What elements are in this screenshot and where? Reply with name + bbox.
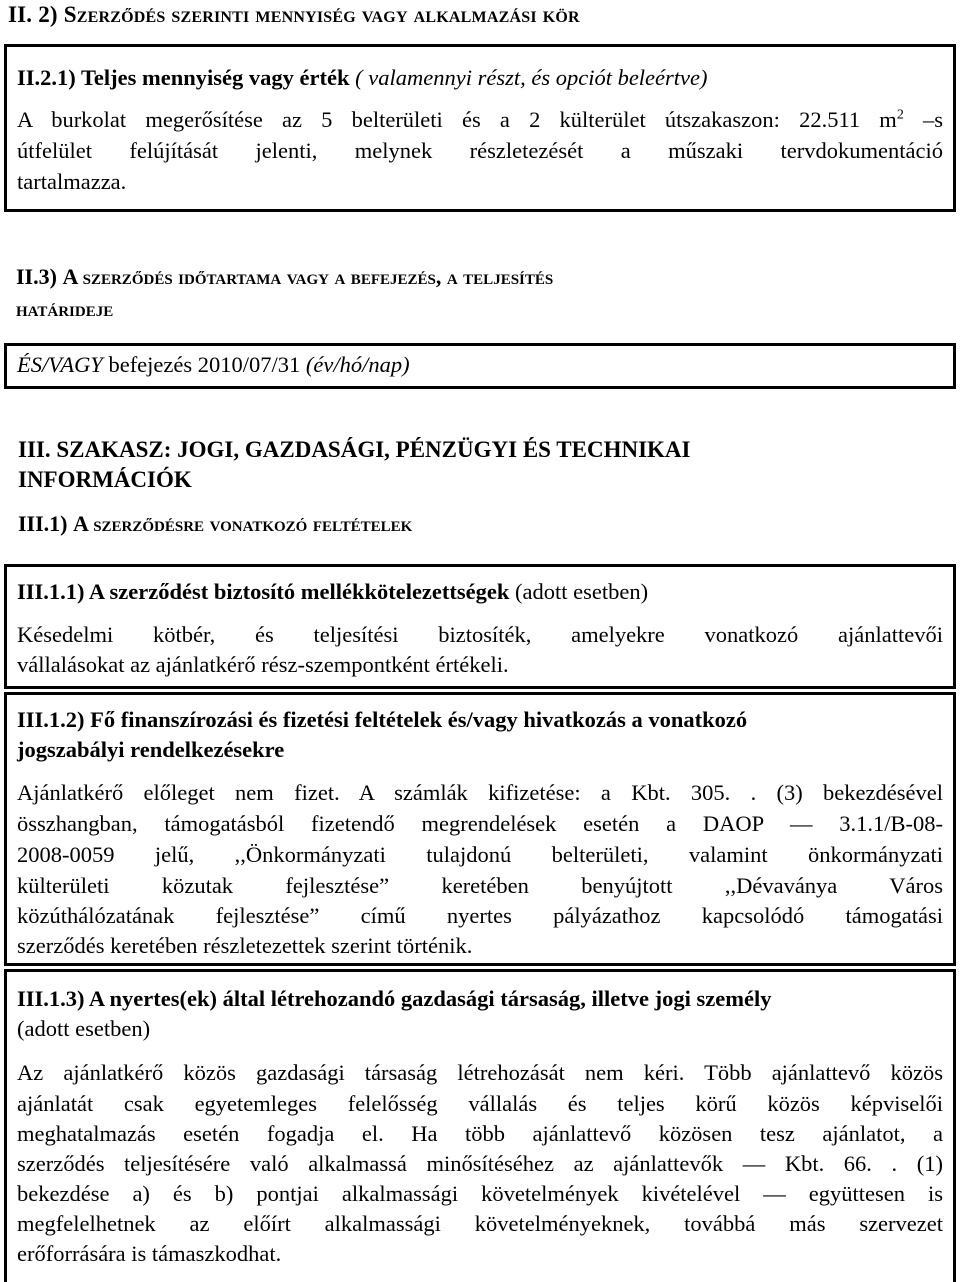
duration-title-1: A szerződés időtartama vagy a befejezés, a teljesítés [62,264,554,289]
financing-title-1: III.1.2) Fő finanszírozási és fizetési feltételek és/vagy hivatkozás a vonatkozó [17,707,748,732]
financing-line-2: összhangban, támogatásból fizetendő megrendelések esetén a DAOP — 3.1.1/B-08- [17,811,943,836]
guarantee-line-2: vállalásokat az ajánlatkérő rész-szempontként értékeli. [17,652,509,677]
quantity-line-1: A burkolat megerősítése az 5 belterületi és a 2 külterület útszakaszon: 22.511 $m^2$ –s [17,107,944,132]
consortium-box [4,969,956,1282]
financing-line-4: külterületi közutak fejlesztése” keretében benyújtott ,,Dévaványa Város [17,873,943,898]
consortium-line-4: szerződés teljesítésére való alkalmassá minősítéséhez az ajánlattevők — Kbt. 66. . (1) [17,1151,943,1176]
consortium-title-1: III.1.3) A nyertes(ek) által létrehozandó gazdasági társaság, illetve jogi személy [17,986,772,1011]
heading-text: Szerződés szerinti mennyiség vagy alkalmazási kör [63,2,580,27]
guarantee-line-1: Késedelmi kötbér, és teljesítési biztosíték, amelyekre vonatkozó ajánlattevői [17,622,943,647]
quantity-box [4,44,956,212]
quantity-title-italic: ( valamennyi részt, és opciót beleértve) [355,65,708,90]
consortium-line-2: ajánlatát csak egyetemleges felelősség vállalás és teljes körű közös képviselői [17,1091,943,1116]
consortium-line-6: megfelelhetnek az előírt alkalmassági követelményeknek, továbbá más szervezet [17,1211,943,1236]
financing-line-5: közúthálózatának fejlesztése” című nyertes pályázathoz kapcsolódó támogatási [17,903,943,928]
financing-title-2: jogszabályi rendelkezésekre [17,737,285,762]
financing-box [4,692,956,966]
quantity-line-3: tartalmazza. [17,169,127,194]
duration-format: (év/hó/nap) [305,352,410,377]
consortium-line-1: Az ajánlatkérő közös gazdasági társaság létrehozását nem kéri. Több ajánlattevő közös [17,1060,943,1085]
consortium-title-2: (adott esetben) [17,1016,151,1041]
consortium-line-5: bekezdése a) és b) pontjai alkalmassági követelmények kivételével — együttesen is [17,1181,943,1206]
duration-heading-line-1 [16,264,946,290]
duration-andor: ÉS/VAGY [17,352,103,377]
section-iii1-number: III.1) [18,511,74,536]
guarantee-box [4,564,956,689]
duration-heading-line-2 [16,296,946,322]
section-iii-title-1: III. SZAKASZ: JOGI, GAZDASÁGI, PÉNZÜGYI ÉS TECHNIKAI [18,437,691,462]
quantity-number: II.2.1) [17,65,76,90]
section-heading-ii2 [8,2,580,28]
section-iii-title-2: INFORMÁCIÓK [18,467,192,492]
consortium-line-3: meghatalmazás esetén fogadja el. Ha több ajánlattevő közösen tesz ajánlatot, a [17,1121,943,1146]
heading-number: II. 2) [8,2,64,27]
guarantee-title [17,579,939,605]
superscript: 2 [896,107,904,123]
financing-line-3: 2008-0059 jelű, ,,Önkormányzati tulajdonú belterületi, valamint önkormányzati [17,842,943,867]
financing-line-6: szerződés keretében részletezettek szerint történik. [17,933,473,958]
quantity-line-2: útfelület felújítását jelenti, melynek részletezését a műszaki tervdokumentáció [17,138,943,163]
guarantee-title-normal: (adott esetben) [509,579,649,604]
duration-title-2: határideje [16,296,114,321]
financing-line-1: Ajánlatkérő előleget nem fizet. A számlák kifizetése: a Kbt. 305. . (3) bekezdésével [17,780,943,805]
section-iii1-heading [18,511,946,537]
guarantee-title-bold: III.1.1) A szerződést biztosító mellékkötelezettségek [17,579,510,604]
quantity-title [17,65,939,91]
duration-date: befejezés 2010/07/31 [102,352,306,377]
section-iii1-title: A szerződésre vonatkozó feltételek [73,511,413,536]
duration-box [4,343,956,389]
duration-value [17,352,939,378]
duration-number: II.3) [16,264,63,289]
quantity-title-bold: Teljes mennyiség vagy érték [75,65,356,90]
consortium-line-7: erőforrására is támaszkodhat. [17,1241,282,1266]
